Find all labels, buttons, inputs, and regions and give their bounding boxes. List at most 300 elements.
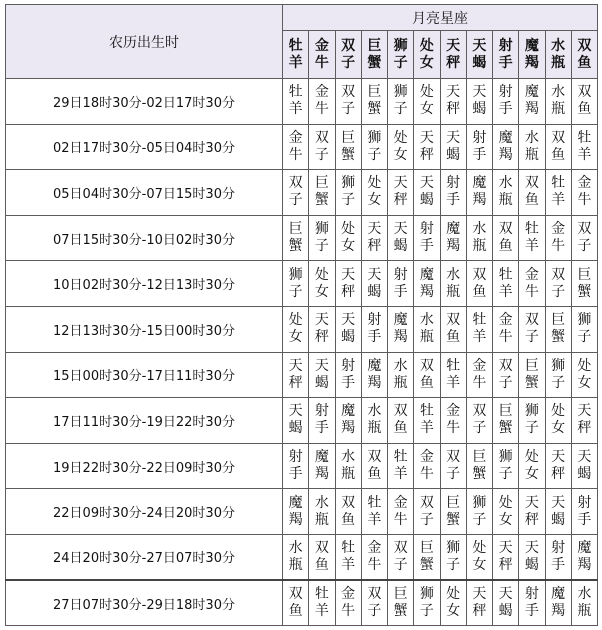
moon-sign-char: 双 <box>551 129 566 146</box>
table-row <box>6 443 598 489</box>
moon-sign-char: 蟹 <box>472 466 487 483</box>
table-row <box>6 306 598 352</box>
sign-header-cell <box>571 31 597 79</box>
moon-sign-char: 牛 <box>498 329 513 346</box>
moon-sign-char: 羊 <box>367 511 382 528</box>
moon-sign-cell <box>388 398 414 444</box>
moon-sign-cell <box>361 534 387 580</box>
moon-sign-cell <box>335 580 361 626</box>
moon-sign-cell <box>309 261 335 307</box>
moon-sign-char: 天 <box>446 129 461 146</box>
moon-sign-char: 羯 <box>419 283 434 300</box>
moon-sign-cell <box>440 306 466 352</box>
moon-sign-cell <box>283 170 309 216</box>
moon-sign-char: 瓶 <box>446 283 461 300</box>
moon-sign-cell <box>545 124 571 170</box>
moon-sign-char: 瓶 <box>367 420 382 437</box>
moon-sign-char: 水 <box>393 357 408 374</box>
moon-sign-cell <box>519 534 545 580</box>
moon-sign-cell <box>545 215 571 261</box>
moon-sign-cell <box>283 352 309 398</box>
moon-sign-char: 子 <box>551 283 566 300</box>
moon-sign-cell <box>388 215 414 261</box>
moon-sign-cell <box>519 352 545 398</box>
moon-sign-char: 秤 <box>577 420 592 437</box>
moon-sign-char: 牛 <box>393 511 408 528</box>
moon-sign-cell <box>414 398 440 444</box>
moon-sign-char: 处 <box>367 175 382 192</box>
moon-sign-cell <box>493 489 519 535</box>
moon-sign-char: 射 <box>367 312 382 329</box>
moon-sign-cell <box>493 352 519 398</box>
moon-sign-char: 射 <box>341 357 356 374</box>
moon-sign-cell <box>440 170 466 216</box>
birth-time-range: 22日09时30分-24日20时30分 <box>6 489 283 535</box>
moon-sign-cell <box>335 261 361 307</box>
moon-sign-char: 狮 <box>393 84 408 101</box>
moon-sign-cell <box>519 261 545 307</box>
moon-sign-char: 羯 <box>446 238 461 255</box>
moon-sign-char: 金 <box>472 357 487 374</box>
moon-sign-cell <box>519 170 545 216</box>
moon-sign-char: 子 <box>472 511 487 528</box>
sign-header-char: 处 <box>419 37 434 54</box>
moon-sign-char: 秤 <box>288 374 303 391</box>
moon-sign-char: 子 <box>498 374 513 391</box>
moon-sign-char: 处 <box>577 357 592 374</box>
moon-sign-char: 羯 <box>393 329 408 346</box>
birth-time-range: 19日22时30分-22日09时30分 <box>6 443 283 489</box>
moon-sign-cell <box>361 306 387 352</box>
moon-sign-char: 秤 <box>393 192 408 209</box>
sign-header-char: 羊 <box>288 54 303 71</box>
sign-header-cell <box>388 31 414 79</box>
moon-sign-char: 秤 <box>446 101 461 118</box>
moon-sign-char: 双 <box>419 357 434 374</box>
moon-sign-char: 女 <box>472 556 487 573</box>
moon-sign-char: 蟹 <box>288 238 303 255</box>
moon-sign-char: 子 <box>419 603 434 620</box>
moon-sign-char: 鱼 <box>367 466 382 483</box>
moon-sign-cell <box>545 443 571 489</box>
sign-header-char: 手 <box>498 54 513 71</box>
moon-sign-char: 金 <box>446 403 461 420</box>
sign-header-char: 子 <box>393 54 408 71</box>
moon-sign-char: 秤 <box>551 466 566 483</box>
moon-sign-char: 牛 <box>577 192 592 209</box>
moon-sign-char: 羯 <box>524 101 539 118</box>
moon-sign-char: 金 <box>524 266 539 283</box>
moon-sign-char: 天 <box>367 221 382 238</box>
moon-sign-char: 天 <box>393 175 408 192</box>
moon-sign-char: 牡 <box>419 403 434 420</box>
moon-sign-char: 女 <box>393 146 408 163</box>
moon-sign-cell <box>335 170 361 216</box>
moon-sign-char: 牡 <box>288 84 303 101</box>
moon-sign-char: 蟹 <box>393 603 408 620</box>
moon-sign-char: 魔 <box>393 312 408 329</box>
moon-sign-char: 女 <box>524 466 539 483</box>
moon-sign-char: 狮 <box>524 403 539 420</box>
moon-sign-char: 蟹 <box>577 283 592 300</box>
moon-sign-char: 羊 <box>419 420 434 437</box>
moon-sign-char: 魔 <box>472 175 487 192</box>
moon-sign-char: 狮 <box>472 494 487 511</box>
moon-sign-cell <box>361 124 387 170</box>
moon-sign-char: 子 <box>419 511 434 528</box>
moon-sign-char: 蟹 <box>524 374 539 391</box>
sign-header-cell <box>414 31 440 79</box>
birth-time-range: 24日20时30分-27日07时30分 <box>6 534 283 580</box>
moon-sign-char: 蟹 <box>341 146 356 163</box>
moon-sign-cell <box>388 170 414 216</box>
moon-sign-char: 鱼 <box>419 374 434 391</box>
moon-sign-char: 蝎 <box>314 374 329 391</box>
moon-sign-char: 瓶 <box>314 511 329 528</box>
moon-sign-char: 子 <box>446 466 461 483</box>
moon-sign-cell <box>571 443 597 489</box>
moon-sign-char: 蝎 <box>472 101 487 118</box>
moon-sign-char: 双 <box>498 221 513 238</box>
moon-sign-char: 蟹 <box>419 556 434 573</box>
moon-sign-char: 水 <box>577 586 592 603</box>
moon-sign-cell <box>361 489 387 535</box>
moon-sign-cell <box>361 170 387 216</box>
moon-sign-cell <box>440 489 466 535</box>
moon-sign-cell <box>466 489 492 535</box>
moon-sign-char: 蟹 <box>498 420 513 437</box>
moon-sign-char: 天 <box>498 586 513 603</box>
sign-header-char: 金 <box>314 37 329 54</box>
moon-sign-cell <box>335 306 361 352</box>
table-row <box>6 489 598 535</box>
moon-sign-char: 瓶 <box>419 329 434 346</box>
moon-sign-char: 蟹 <box>551 329 566 346</box>
moon-sign-char: 双 <box>446 449 461 466</box>
moon-sign-char: 瓶 <box>341 466 356 483</box>
moon-sign-cell <box>283 79 309 125</box>
moon-sign-char: 射 <box>524 586 539 603</box>
moon-sign-cell <box>571 534 597 580</box>
moon-sign-char: 天 <box>419 129 434 146</box>
moon-sign-cell <box>388 306 414 352</box>
moon-sign-cell <box>571 580 597 626</box>
moon-sign-char: 秤 <box>341 283 356 300</box>
moon-sign-cell <box>440 215 466 261</box>
sign-header-cell <box>283 31 309 79</box>
moon-sign-cell <box>309 352 335 398</box>
moon-sign-cell <box>466 352 492 398</box>
moon-sign-cell <box>335 489 361 535</box>
moon-sign-char: 手 <box>419 238 434 255</box>
moon-sign-cell <box>361 79 387 125</box>
moon-sign-cell <box>309 443 335 489</box>
sign-header-char: 双 <box>577 37 592 54</box>
moon-sign-char: 秤 <box>419 146 434 163</box>
moon-sign-char: 双 <box>472 403 487 420</box>
moon-sign-char: 瓶 <box>551 101 566 118</box>
moon-sign-cell <box>309 215 335 261</box>
moon-sign-char: 手 <box>393 283 408 300</box>
moon-sign-char: 羊 <box>341 556 356 573</box>
moon-sign-cell <box>388 443 414 489</box>
moon-sign-cell <box>493 261 519 307</box>
moon-sign-char: 魔 <box>551 586 566 603</box>
moon-sign-table <box>5 4 598 626</box>
moon-sign-char: 羯 <box>314 466 329 483</box>
table-row <box>6 79 598 125</box>
moon-sign-char: 魔 <box>577 539 592 556</box>
moon-sign-char: 天 <box>341 266 356 283</box>
moon-sign-char: 羊 <box>577 146 592 163</box>
moon-sign-char: 女 <box>446 603 461 620</box>
moon-sign-char: 瓶 <box>393 374 408 391</box>
table-row <box>6 124 598 170</box>
moon-sign-cell <box>545 261 571 307</box>
moon-sign-char: 牛 <box>419 466 434 483</box>
moon-sign-char: 女 <box>288 329 303 346</box>
moon-sign-cell <box>545 398 571 444</box>
moon-sign-char: 双 <box>419 494 434 511</box>
moon-sign-char: 处 <box>419 84 434 101</box>
moon-sign-cell <box>466 443 492 489</box>
moon-sign-char: 巨 <box>288 221 303 238</box>
moon-sign-cell <box>361 580 387 626</box>
moon-sign-cell <box>335 215 361 261</box>
moon-sign-cell <box>414 443 440 489</box>
moon-sign-char: 牛 <box>446 420 461 437</box>
moon-sign-char: 蝎 <box>341 329 356 346</box>
moon-sign-char: 子 <box>288 192 303 209</box>
moon-sign-cell <box>283 580 309 626</box>
moon-sign-char: 处 <box>341 221 356 238</box>
moon-sign-cell <box>361 261 387 307</box>
moon-sign-char: 子 <box>367 603 382 620</box>
moon-sign-cell <box>361 398 387 444</box>
moon-sign-cell <box>571 306 597 352</box>
moon-sign-char: 女 <box>498 511 513 528</box>
moon-sign-cell <box>335 398 361 444</box>
moon-sign-char: 射 <box>419 221 434 238</box>
moon-sign-char: 手 <box>341 374 356 391</box>
moon-sign-char: 金 <box>577 175 592 192</box>
moon-sign-cell <box>571 489 597 535</box>
moon-sign-cell <box>309 124 335 170</box>
moon-sign-char: 狮 <box>498 449 513 466</box>
moon-sign-cell <box>545 580 571 626</box>
moon-sign-cell <box>309 398 335 444</box>
sign-header-char: 女 <box>419 54 434 71</box>
sign-header-char: 瓶 <box>551 54 566 71</box>
moon-sign-char: 射 <box>551 539 566 556</box>
moon-sign-char: 蝎 <box>288 420 303 437</box>
table-row <box>6 534 598 580</box>
moon-sign-char: 双 <box>288 175 303 192</box>
moon-sign-char: 牡 <box>393 449 408 466</box>
moon-sign-char: 狮 <box>341 175 356 192</box>
moon-sign-char: 天 <box>288 403 303 420</box>
sign-header-char: 牛 <box>314 54 329 71</box>
moon-sign-cell <box>493 170 519 216</box>
moon-sign-char: 蝎 <box>524 556 539 573</box>
moon-sign-char: 牡 <box>446 357 461 374</box>
moon-sign-char: 手 <box>367 329 382 346</box>
moon-sign-char: 水 <box>524 129 539 146</box>
moon-sign-char: 双 <box>472 266 487 283</box>
sign-header-char: 天 <box>446 37 461 54</box>
sign-header-char: 蝎 <box>472 54 487 71</box>
moon-sign-char: 天 <box>472 84 487 101</box>
header-row-1 <box>6 5 598 31</box>
moon-sign-char: 水 <box>419 312 434 329</box>
sign-header-char: 牡 <box>288 37 303 54</box>
moon-sign-char: 双 <box>577 221 592 238</box>
birth-time-range: 17日11时30分-19日22时30分 <box>6 398 283 444</box>
moon-sign-cell <box>545 489 571 535</box>
moon-sign-char: 双 <box>314 129 329 146</box>
moon-sign-char: 秤 <box>498 556 513 573</box>
moon-sign-char: 子 <box>341 101 356 118</box>
moon-sign-char: 羊 <box>314 603 329 620</box>
moon-sign-char: 天 <box>341 312 356 329</box>
moon-sign-char: 双 <box>367 586 382 603</box>
moon-sign-cell <box>283 443 309 489</box>
moon-sign-cell <box>440 580 466 626</box>
moon-sign-cell <box>283 534 309 580</box>
moon-sign-char: 双 <box>524 175 539 192</box>
moon-sign-char: 天 <box>472 586 487 603</box>
moon-sign-cell <box>466 79 492 125</box>
moon-sign-char: 女 <box>551 420 566 437</box>
moon-sign-char: 巨 <box>577 266 592 283</box>
moon-sign-char: 双 <box>498 357 513 374</box>
moon-sign-char: 金 <box>341 586 356 603</box>
moon-sign-char: 双 <box>314 539 329 556</box>
moon-sign-char: 水 <box>367 403 382 420</box>
moon-sign-char: 羊 <box>472 329 487 346</box>
moon-sign-char: 牛 <box>367 556 382 573</box>
moon-sign-char: 秤 <box>367 238 382 255</box>
moon-sign-cell <box>335 534 361 580</box>
moon-sign-char: 子 <box>393 101 408 118</box>
moon-sign-char: 子 <box>524 329 539 346</box>
moon-sign-char: 蝎 <box>577 466 592 483</box>
moon-sign-cell <box>361 443 387 489</box>
moon-sign-char: 天 <box>551 449 566 466</box>
moon-sign-char: 子 <box>393 556 408 573</box>
moon-sign-cell <box>493 79 519 125</box>
moon-sign-char: 金 <box>551 221 566 238</box>
sign-header-cell <box>493 31 519 79</box>
moon-sign-cell <box>414 352 440 398</box>
moon-sign-cell <box>414 580 440 626</box>
moon-sign-char: 蝎 <box>419 192 434 209</box>
moon-sign-cell <box>309 170 335 216</box>
moon-sign-char: 魔 <box>498 129 513 146</box>
moon-sign-cell <box>283 306 309 352</box>
moon-sign-char: 射 <box>577 494 592 511</box>
moon-sign-char: 子 <box>524 420 539 437</box>
moon-sign-char: 鱼 <box>524 192 539 209</box>
moon-sign-char: 金 <box>393 494 408 511</box>
birth-time-range: 29日18时30分-02日17时30分 <box>6 79 283 125</box>
birth-time-header: 农历出生时 <box>6 5 283 79</box>
moon-sign-char: 射 <box>446 175 461 192</box>
moon-sign-cell <box>414 534 440 580</box>
moon-sign-char: 射 <box>472 129 487 146</box>
moon-sign-cell <box>519 215 545 261</box>
moon-sign-char: 女 <box>367 192 382 209</box>
moon-sign-char: 秤 <box>472 603 487 620</box>
moon-sign-char: 金 <box>367 539 382 556</box>
moon-sign-char: 牛 <box>288 146 303 163</box>
moon-sign-char: 天 <box>314 312 329 329</box>
moon-sign-cell <box>309 306 335 352</box>
moon-sign-cell <box>335 79 361 125</box>
moon-sign-char: 巨 <box>419 539 434 556</box>
moon-sign-cell <box>466 170 492 216</box>
moon-sign-char: 女 <box>419 101 434 118</box>
moon-sign-char: 魔 <box>314 449 329 466</box>
moon-sign-cell <box>519 580 545 626</box>
moon-sign-cell <box>414 215 440 261</box>
moon-sign-char: 瓶 <box>577 603 592 620</box>
moon-sign-cell <box>414 170 440 216</box>
moon-sign-char: 双 <box>393 403 408 420</box>
moon-sign-char: 牡 <box>472 312 487 329</box>
moon-sign-char: 魔 <box>419 266 434 283</box>
moon-sign-cell <box>571 215 597 261</box>
moon-sign-char: 羊 <box>498 283 513 300</box>
moon-sign-char: 水 <box>498 175 513 192</box>
moon-sign-char: 处 <box>472 539 487 556</box>
moon-sign-char: 天 <box>393 221 408 238</box>
moon-sign-char: 双 <box>446 312 461 329</box>
moon-sign-char: 羯 <box>367 374 382 391</box>
sign-header-char: 羯 <box>524 54 539 71</box>
moon-sign-char: 手 <box>524 603 539 620</box>
moon-sign-char: 双 <box>577 84 592 101</box>
moon-sign-char: 牡 <box>341 539 356 556</box>
birth-time-range: 10日02时30分-12日13时30分 <box>6 261 283 307</box>
moon-sign-char: 女 <box>341 238 356 255</box>
moon-sign-cell <box>545 79 571 125</box>
moon-sign-char: 魔 <box>446 221 461 238</box>
moon-sign-char: 狮 <box>551 357 566 374</box>
sign-header-char: 射 <box>498 37 513 54</box>
moon-sign-char: 巨 <box>393 586 408 603</box>
moon-sign-char: 双 <box>367 449 382 466</box>
moon-sign-char: 牛 <box>341 603 356 620</box>
moon-sign-cell <box>388 352 414 398</box>
moon-sign-char: 金 <box>498 312 513 329</box>
moon-sign-cell <box>440 443 466 489</box>
moon-sign-char: 处 <box>393 129 408 146</box>
moon-sign-cell <box>466 306 492 352</box>
moon-sign-cell <box>440 352 466 398</box>
moon-sign-cell <box>414 79 440 125</box>
moon-sign-char: 子 <box>367 146 382 163</box>
moon-sign-cell <box>493 580 519 626</box>
sign-header-cell <box>309 31 335 79</box>
moon-sign-cell <box>361 352 387 398</box>
moon-sign-cell <box>466 261 492 307</box>
moon-sign-char: 金 <box>288 129 303 146</box>
moon-sign-char: 魔 <box>341 403 356 420</box>
moon-sign-char: 天 <box>524 539 539 556</box>
moon-sign-char: 鱼 <box>472 283 487 300</box>
moon-sign-char: 羯 <box>341 420 356 437</box>
